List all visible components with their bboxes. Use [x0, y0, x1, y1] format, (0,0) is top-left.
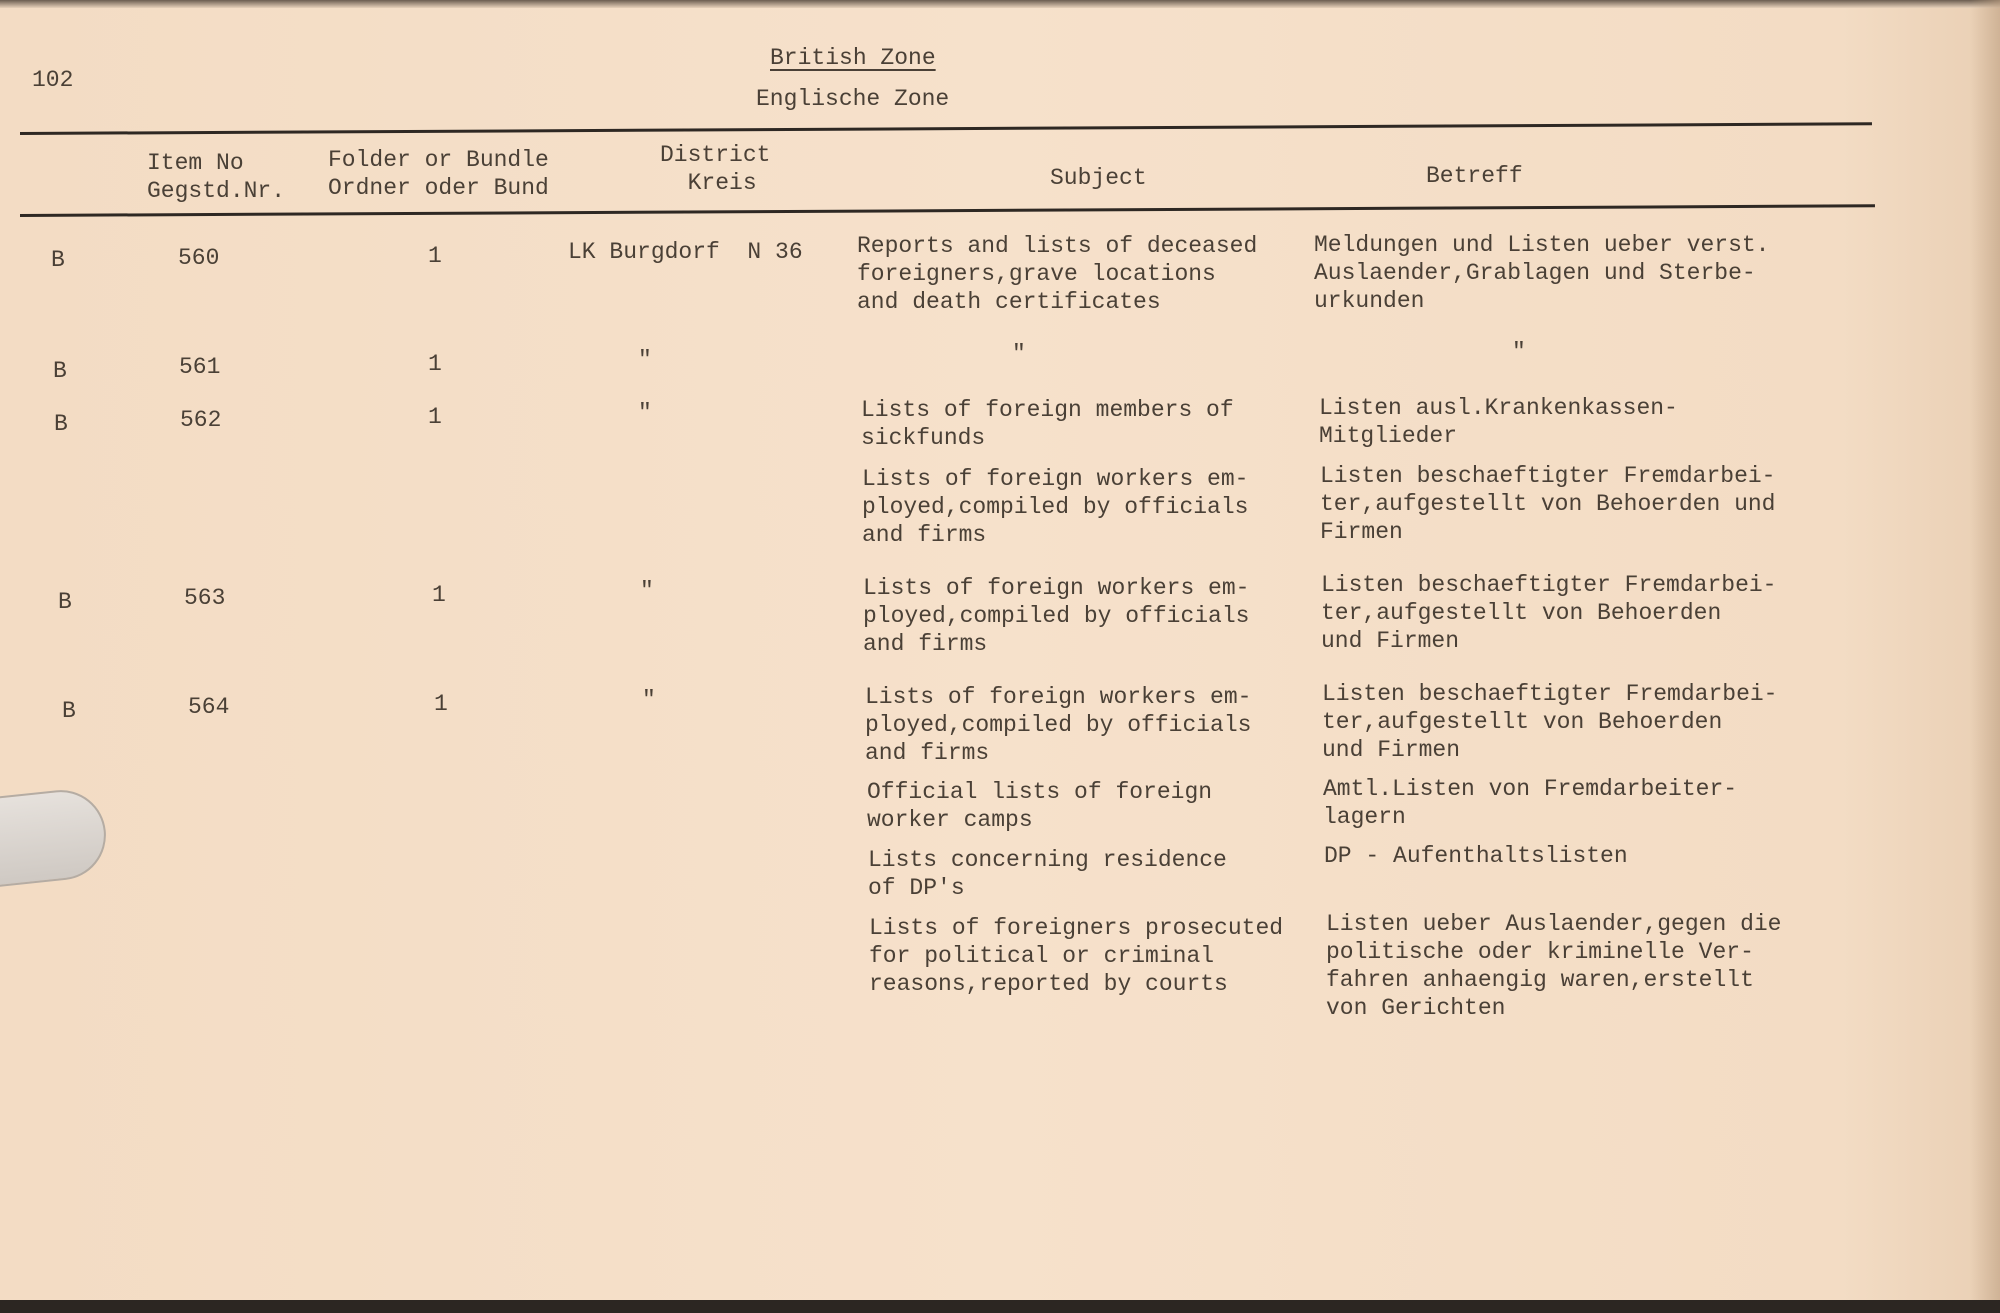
- folder-cell: 1: [428, 404, 442, 430]
- subject-cell: ": [1012, 341, 1026, 367]
- page-top-edge: [0, 0, 2000, 8]
- header-folder: Folder or Bundle Ordner oder Bund: [328, 147, 549, 201]
- subject-cell: Lists of foreigners prosecuted for political or criminal reasons,reported by courts: [869, 915, 1284, 997]
- betreff-cell: Listen ueber Auslaender,gegen die politische oder kriminelle Ver- fahren anhaengig waren,erstellt von Gerichten: [1326, 911, 1782, 1021]
- subject-cell: Lists of foreign workers em- ployed,compiled by officials and firms: [863, 575, 1250, 657]
- district-cell: ": [638, 400, 652, 426]
- betreff-cell: Listen beschaeftigter Fremdarbei- ter,aufgestellt von Behoerden und Firmen: [1322, 681, 1778, 763]
- page-subtitle: Englische Zone: [756, 86, 950, 112]
- betreff-cell: ": [1512, 339, 1526, 365]
- item-cell: 563: [184, 585, 226, 611]
- betreff-cell: DP - Aufenthaltslisten: [1324, 843, 1628, 869]
- item-cell: 564: [188, 694, 230, 720]
- zone-cell: B: [62, 698, 76, 724]
- subject-cell: Lists of foreign members of sickfunds: [861, 397, 1234, 451]
- folder-cell: 1: [434, 691, 448, 717]
- header-item-no: Item No Gegstd.Nr.: [147, 150, 286, 204]
- header-bottom-rule: [20, 204, 1875, 217]
- district-cell: ": [640, 578, 654, 604]
- header-subject: Subject: [1050, 165, 1147, 191]
- zone-cell: B: [51, 247, 65, 273]
- header-betreff: Betreff: [1426, 163, 1523, 189]
- betreff-cell: Listen beschaeftigter Fremdarbei- ter,aufgestellt von Behoerden und Firmen: [1320, 463, 1776, 545]
- district-cell: ": [638, 347, 652, 373]
- betreff-cell: Listen beschaeftigter Fremdarbei- ter,aufgestellt von Behoerden und Firmen: [1321, 572, 1777, 654]
- betreff-cell: Listen ausl.Krankenkassen- Mitglieder: [1319, 395, 1678, 449]
- subject-cell: Lists of foreign workers em- ployed,compiled by officials and firms: [862, 466, 1249, 548]
- header-top-rule: [20, 122, 1872, 135]
- page-title: British Zone: [770, 45, 936, 71]
- betreff-cell: Meldungen und Listen ueber verst. Auslaender,Grablagen und Sterbe- urkunden: [1314, 232, 1770, 314]
- item-cell: 560: [178, 245, 220, 271]
- zone-cell: B: [53, 358, 67, 384]
- item-cell: 561: [179, 354, 221, 380]
- subject-cell: Lists concerning residence of DP's: [868, 847, 1227, 901]
- folder-cell: 1: [428, 351, 442, 377]
- page-gutter-shade: [1970, 0, 2000, 1300]
- page-number: 102: [32, 67, 74, 93]
- subject-cell: Reports and lists of deceased foreigners,grave locations and death certificates: [857, 233, 1258, 315]
- index-tab: [0, 786, 110, 889]
- betreff-cell: Amtl.Listen von Fremdarbeiter- lagern: [1323, 776, 1738, 830]
- subject-cell: Official lists of foreign worker camps: [867, 779, 1213, 833]
- subject-cell: Lists of foreign workers em- ployed,compiled by officials and firms: [865, 684, 1252, 766]
- district-cell: LK Burgdorf N 36: [568, 239, 803, 265]
- folder-cell: 1: [432, 582, 446, 608]
- zone-cell: B: [54, 411, 68, 437]
- zone-cell: B: [58, 589, 72, 615]
- header-district: District Kreis: [660, 142, 771, 196]
- page-bottom-edge: [0, 1300, 2000, 1313]
- folder-cell: 1: [428, 243, 442, 269]
- district-cell: ": [642, 687, 656, 713]
- item-cell: 562: [180, 407, 222, 433]
